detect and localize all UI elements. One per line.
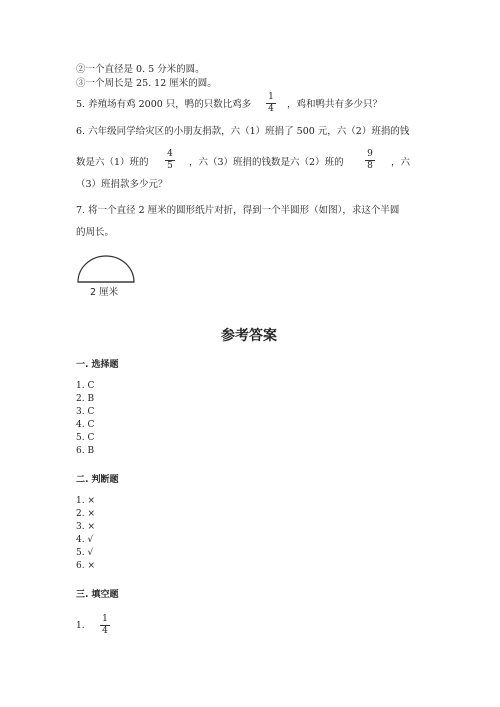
answer-item: 4. √ bbox=[76, 535, 94, 545]
semicircle-arc bbox=[78, 256, 134, 282]
question-6-fraction-1 bbox=[164, 149, 176, 172]
section-3-heading: 三. 填空题 bbox=[76, 590, 119, 600]
question-6-line-3: （3）班捐款多少元？ bbox=[76, 179, 168, 190]
answer-item: 4. C bbox=[76, 420, 95, 430]
fraction-numerator: 1 bbox=[102, 614, 108, 624]
question-6-text-a: 数是六（1）班的 bbox=[76, 157, 149, 168]
question-5-fraction bbox=[265, 92, 277, 115]
question-5-text-b: ，鸡和鸭共有多少只？ bbox=[287, 99, 383, 110]
section-1-heading: 一. 选择题 bbox=[76, 360, 119, 370]
figure-diameter-label: 2 厘米 bbox=[90, 287, 119, 298]
fraction-denominator: 4 bbox=[102, 626, 108, 636]
question-7-line-1: 7. 将一个直径 2 厘米的圆形纸片对折，得到一个半圆形（如图），求这个半圆 bbox=[76, 205, 400, 216]
answer-item-label: 1. bbox=[76, 621, 85, 631]
answer-item: 1. × bbox=[76, 496, 95, 506]
question-6-line-1: 6. 六年级同学给灾区的小朋友捐款，六（1）班捐了 500 元，六（2）班捐的钱 bbox=[76, 126, 410, 137]
answer-key-title: 参考答案 bbox=[221, 328, 277, 344]
answer-item: 2. B bbox=[76, 394, 95, 404]
fraction-numerator: 1 bbox=[268, 92, 274, 102]
question-6-text-c: ，六 bbox=[391, 157, 411, 168]
answer-item: 6. B bbox=[76, 446, 95, 456]
section-2-heading: 二. 判断题 bbox=[76, 475, 119, 485]
question-5-text-a: 5. 养殖场有鸡 2000 只，鸭的只数比鸡多 bbox=[76, 99, 252, 110]
fraction-numerator: 4 bbox=[167, 149, 173, 159]
answer-item: 5. C bbox=[76, 433, 95, 443]
fraction-numerator: 9 bbox=[367, 149, 373, 159]
question-item-3: ③一个周长是 25. 12 厘米的圆。 bbox=[76, 78, 217, 89]
answer-item: 1. C bbox=[76, 381, 95, 391]
fraction-denominator: 5 bbox=[167, 161, 173, 171]
question-6-fraction-2 bbox=[364, 149, 376, 172]
question-7-line-2: 的周长。 bbox=[76, 227, 115, 238]
answer-item: 3. C bbox=[76, 407, 95, 417]
answer-fraction bbox=[99, 614, 111, 637]
answer-item: 3. × bbox=[76, 522, 95, 532]
answer-item: 2. × bbox=[76, 509, 95, 519]
answer-item: 5. √ bbox=[76, 548, 94, 558]
question-item-2: ②一个直径是 0. 5 分米的圆。 bbox=[76, 64, 205, 75]
fraction-denominator: 4 bbox=[268, 104, 274, 114]
fraction-denominator: 8 bbox=[367, 161, 373, 171]
question-6-text-b: ，六（3）班捐的钱数是六（2）班的 bbox=[189, 157, 344, 168]
answer-item: 6. × bbox=[76, 561, 95, 571]
